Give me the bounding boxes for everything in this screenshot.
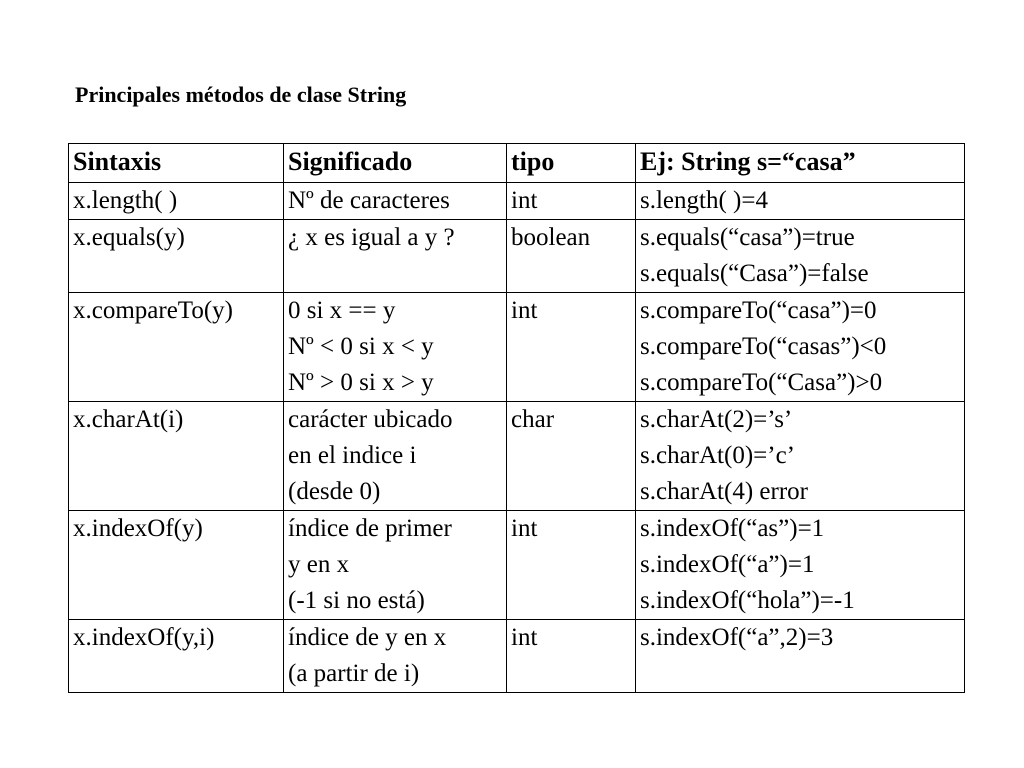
- header-syntax: Sintaxis: [69, 144, 284, 183]
- cell-text-line: int: [511, 297, 538, 324]
- cell-example: [636, 183, 965, 220]
- cell-example: [636, 511, 965, 620]
- cell-syntax: [69, 620, 284, 693]
- cell-type: [507, 293, 636, 402]
- cell-text-line: ¿ x es igual a y ?: [288, 224, 455, 251]
- cell-text-line: s.indexOf(“a”)=1: [640, 551, 815, 578]
- cell-text-line: int: [511, 515, 538, 542]
- page-title: Principales métodos de clase String: [75, 82, 407, 107]
- cell-example: [636, 220, 965, 293]
- cell-meaning: [284, 293, 507, 402]
- cell-text-line: s.indexOf(“hola”)=-1: [640, 587, 855, 614]
- cell-text-line: carácter ubicado: [288, 406, 453, 433]
- table-row: [69, 511, 965, 620]
- cell-example: [636, 402, 965, 511]
- table-header-row: [69, 144, 965, 183]
- cell-type: [507, 183, 636, 220]
- header-example: Ej: String s=“casa”: [636, 144, 965, 183]
- cell-text-line: s.charAt(2)=’s’: [640, 406, 793, 433]
- cell-meaning: [284, 620, 507, 693]
- table-row: [69, 183, 965, 220]
- cell-type: [507, 220, 636, 293]
- cell-text-line: s.length( )=4: [640, 187, 768, 214]
- cell-meaning: [284, 183, 507, 220]
- cell-text-line: x.indexOf(y): [73, 515, 203, 542]
- cell-text-line: (a partir de i): [288, 660, 420, 687]
- cell-type: [507, 620, 636, 693]
- cell-text-line: s.compareTo(“Casa”)>0: [640, 369, 883, 396]
- cell-text-line: boolean: [511, 224, 591, 251]
- cell-text-line: s.indexOf(“a”,2)=3: [640, 624, 834, 651]
- cell-text-line: 0 si x == y: [288, 297, 396, 324]
- table-row: [69, 293, 965, 402]
- cell-example: [636, 620, 965, 693]
- cell-text-line: índice de primer: [288, 515, 452, 542]
- cell-text-line: int: [511, 187, 538, 214]
- cell-text-line: x.equals(y): [73, 224, 185, 251]
- cell-text-line: x.length( ): [73, 187, 178, 214]
- string-methods-table: [68, 143, 965, 693]
- cell-text-line: x.charAt(i): [73, 406, 184, 433]
- cell-text-line: Nº > 0 si x > y: [288, 369, 434, 396]
- cell-text-line: s.compareTo(“casa”)=0: [640, 297, 877, 324]
- cell-text-line: s.equals(“Casa”)=false: [640, 260, 869, 287]
- cell-syntax: [69, 293, 284, 402]
- table-row: [69, 620, 965, 693]
- cell-text-line: s.indexOf(“as”)=1: [640, 515, 825, 542]
- cell-type: [507, 402, 636, 511]
- cell-meaning: [284, 220, 507, 293]
- cell-text-line: (desde 0): [288, 478, 381, 505]
- cell-text-line: Nº < 0 si x < y: [288, 333, 434, 360]
- header-type: tipo: [507, 144, 636, 183]
- cell-meaning: [284, 402, 507, 511]
- cell-text-line: Nº de caracteres: [288, 187, 450, 214]
- cell-text-line: int: [511, 624, 538, 651]
- cell-text-line: (-1 si no está): [288, 587, 425, 614]
- cell-text-line: char: [511, 406, 555, 433]
- cell-text-line: y en x: [288, 551, 350, 578]
- cell-text-line: x.indexOf(y,i): [73, 624, 215, 651]
- cell-text-line: x.compareTo(y): [73, 297, 233, 324]
- table-body: [69, 183, 965, 693]
- cell-text-line: en el indice i: [288, 442, 417, 469]
- header-meaning: Significado: [284, 144, 507, 183]
- cell-meaning: [284, 511, 507, 620]
- cell-text-line: s.charAt(4) error: [640, 478, 808, 505]
- cell-text-line: s.charAt(0)=’c’: [640, 442, 795, 469]
- table-row: [69, 220, 965, 293]
- cell-syntax: [69, 402, 284, 511]
- cell-example: [636, 293, 965, 402]
- table-row: [69, 402, 965, 511]
- cell-text-line: índice de y en x: [288, 624, 447, 651]
- cell-syntax: [69, 220, 284, 293]
- cell-text-line: s.equals(“casa”)=true: [640, 224, 855, 251]
- cell-syntax: [69, 511, 284, 620]
- cell-syntax: [69, 183, 284, 220]
- cell-text-line: s.compareTo(“casas”)<0: [640, 333, 887, 360]
- cell-type: [507, 511, 636, 620]
